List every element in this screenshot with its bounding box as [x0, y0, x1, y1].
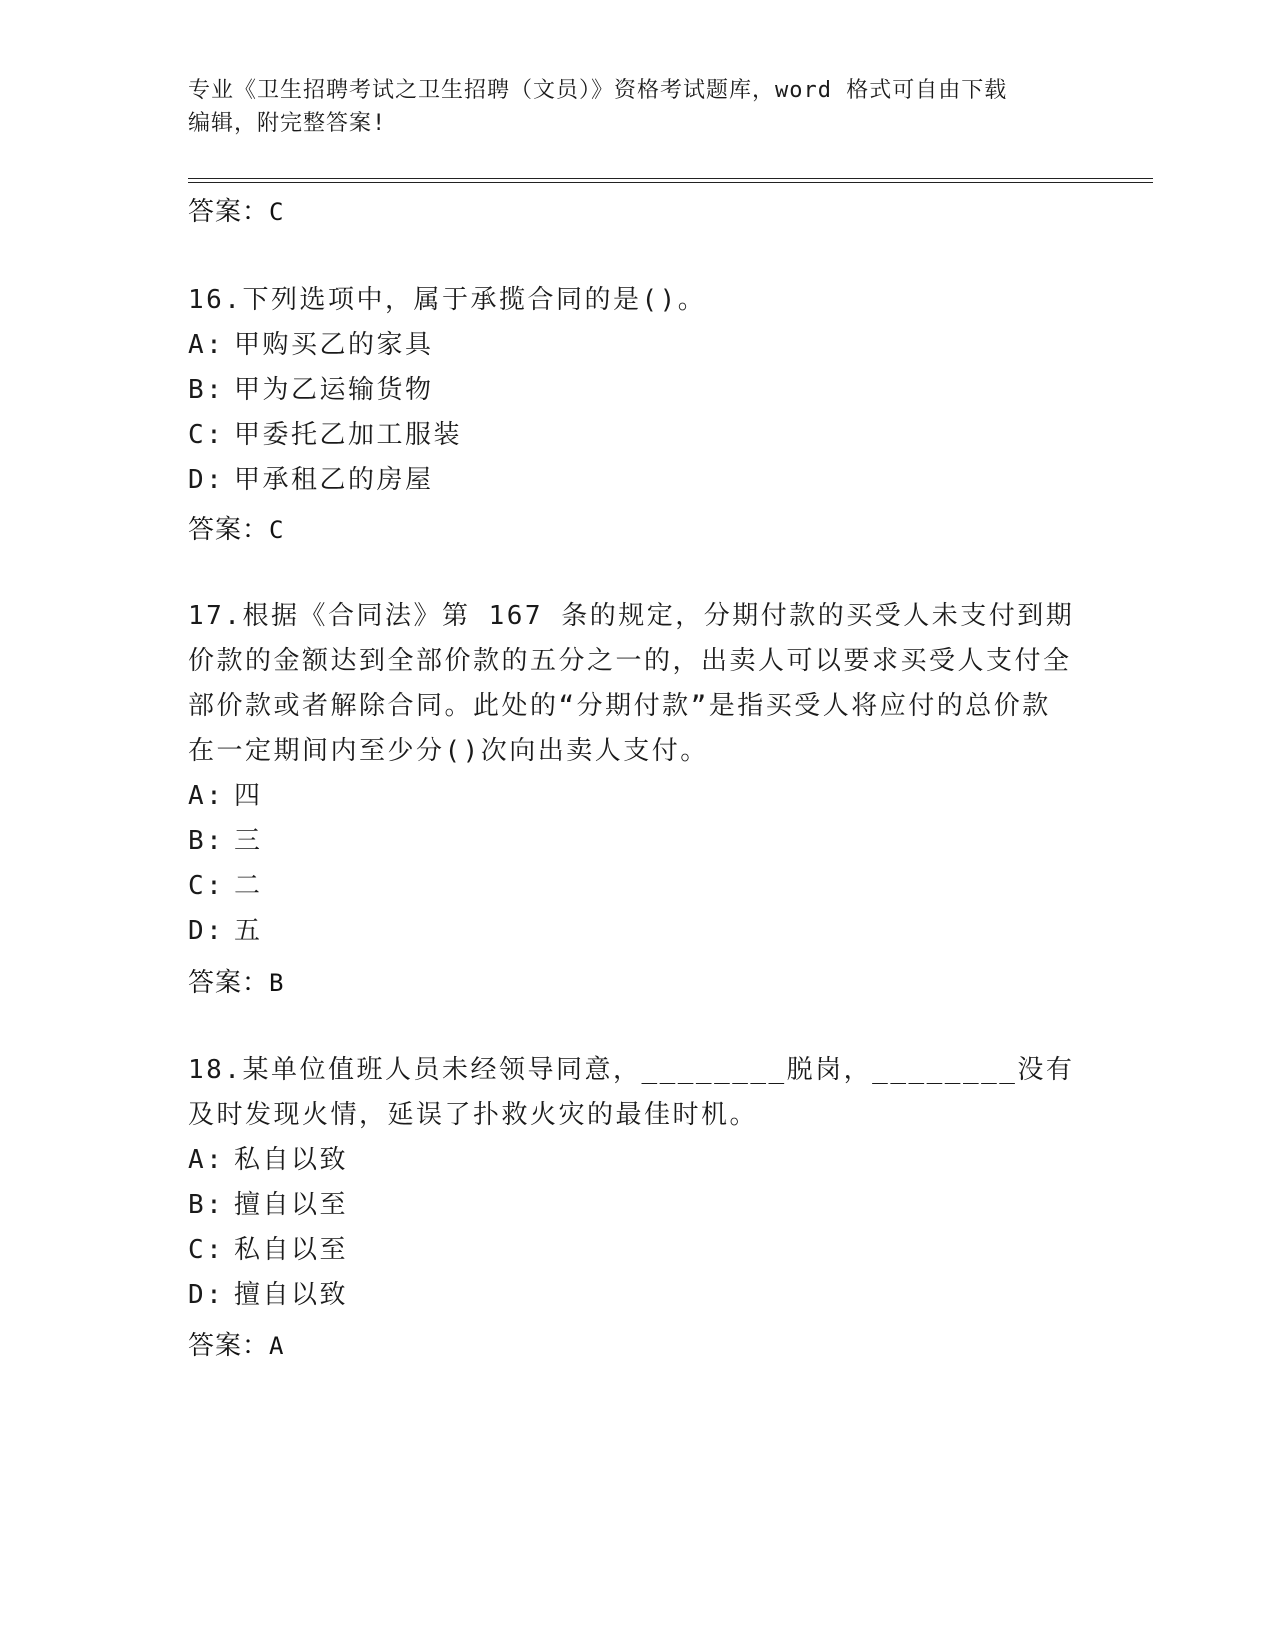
option-d: D: 甲承租乙的房屋	[188, 465, 434, 495]
answer-value: B	[269, 969, 285, 997]
option-a: A: 四	[188, 781, 263, 811]
question-17	[188, 594, 1078, 954]
answer-value: A	[269, 1332, 285, 1360]
option-a: A: 私自以致	[188, 1145, 349, 1175]
answer-label: 答案：	[188, 514, 270, 544]
question-stem: 17.根据《合同法》第 167 条的规定，分期付款的买受人未支付到期价款的金额达到全部价款的五分之一的，出卖人可以要求买受人支付全部价款或者解除合同。此处的“分期付款”是指买受人将应付的总价款在一定期间内至少分()次向出卖人支付。	[188, 601, 1075, 766]
header-rule-bottom	[188, 182, 1153, 183]
answer-value: C	[269, 198, 285, 226]
header-rule-top	[188, 178, 1153, 179]
answer-label: 答案：	[188, 196, 270, 226]
option-b: B: 三	[188, 826, 263, 856]
option-b: B: 甲为乙运输货物	[188, 375, 434, 405]
answer-17	[188, 964, 284, 1001]
answer-16	[188, 511, 284, 548]
option-d: D: 五	[188, 916, 263, 946]
prev-answer	[188, 193, 284, 230]
question-stem: 18.某单位值班人员未经领导同意，________脱岗，________没有及时发现火情，延误了扑救火灾的最佳时机。	[188, 1055, 1075, 1130]
answer-label: 答案：	[188, 967, 270, 997]
question-16	[188, 278, 1078, 503]
question-18	[188, 1048, 1078, 1318]
answer-18	[188, 1327, 284, 1364]
option-a: A: 甲购买乙的家具	[188, 330, 434, 360]
answer-label: 答案：	[188, 1330, 270, 1360]
header-line-2: 编辑，附完整答案!	[188, 111, 387, 136]
option-c: C: 私自以至	[188, 1235, 349, 1265]
document-header	[188, 74, 1088, 140]
option-c: C: 二	[188, 871, 263, 901]
question-stem: 16.下列选项中，属于承揽合同的是()。	[188, 285, 707, 315]
option-c: C: 甲委托乙加工服装	[188, 420, 463, 450]
answer-value: C	[269, 516, 285, 544]
header-line-1: 专业《卫生招聘考试之卫生招聘（文员）》资格考试题库，word 格式可自由下载	[188, 78, 1008, 103]
option-b: B: 擅自以至	[188, 1190, 349, 1220]
option-d: D: 擅自以致	[188, 1280, 349, 1310]
